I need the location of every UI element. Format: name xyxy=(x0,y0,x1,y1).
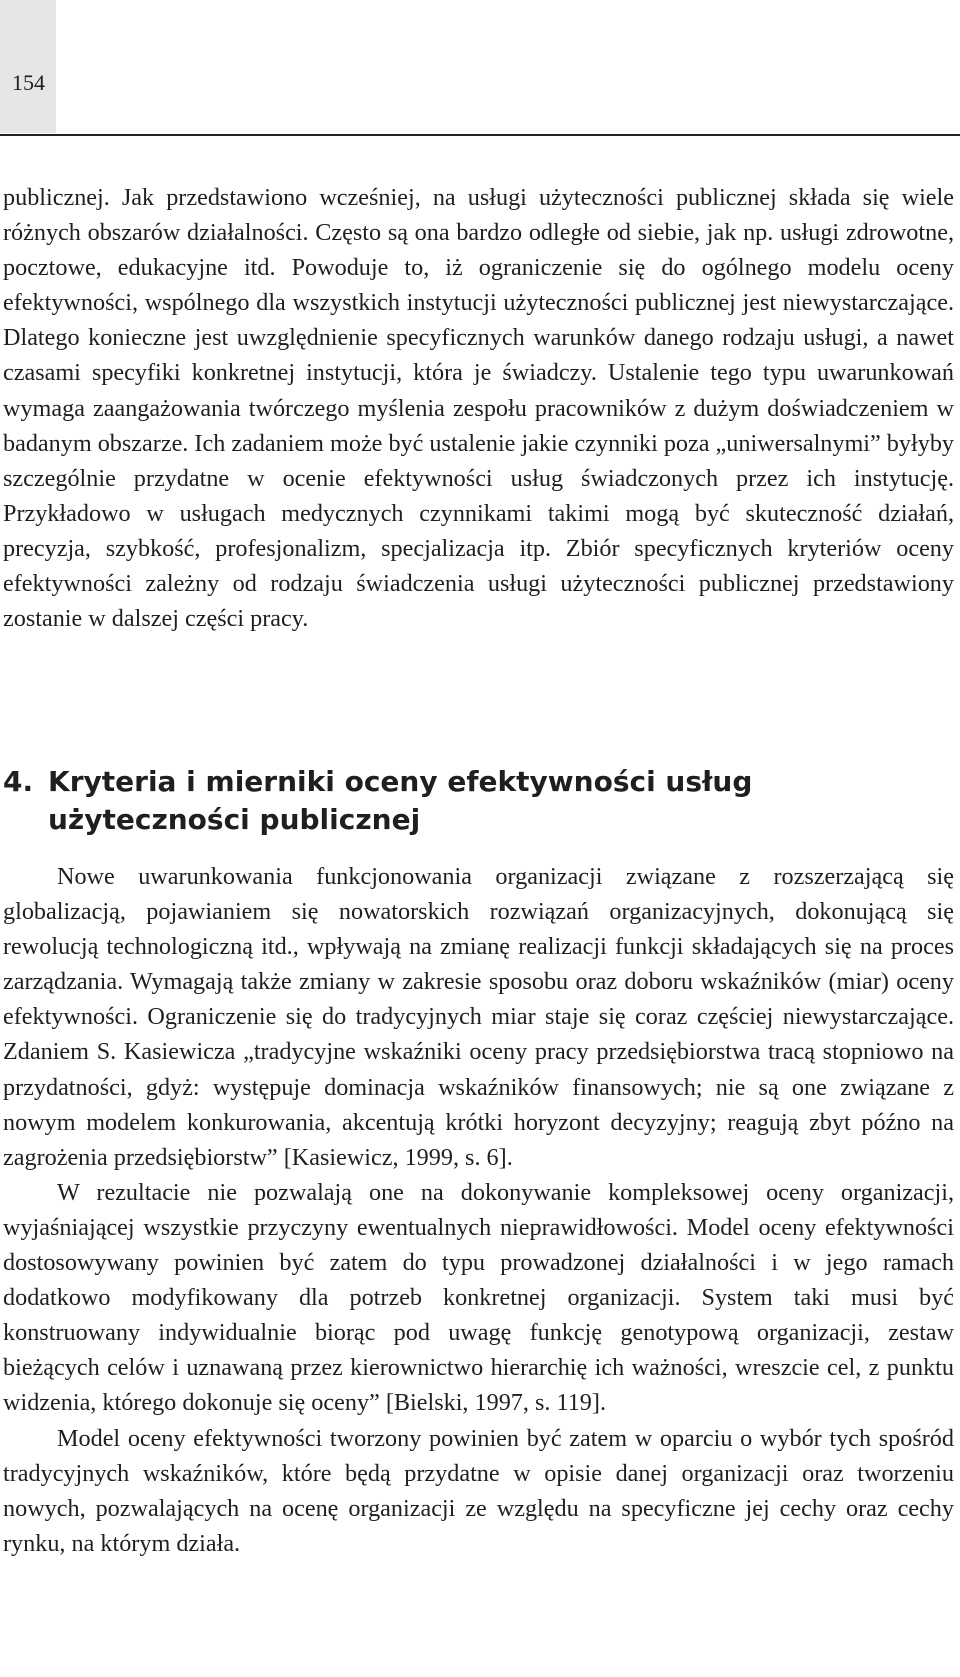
intro-paragraph: publicznej. Jak przedstawiono wcześniej, na usługi użyteczności publicznej składa się wiele różnych obszarów działalności. Często są ona bardzo odległe od siebie, jak np. usługi zdrowotne, pocztowe, edukacyjne itd. Powoduje to, iż ograniczenie się do ogólnego modelu oceny efektywności, wspólnego dla wszystkich instytucji użyteczności publicznej jest niewystarczające. Dlatego konieczne jest uwzględnienie specyficznych warunków danego rodzaju usługi, a nawet czasami specyfiki konkretnej instytucji, która je świadczy. Ustalenie tego typu uwarunkowań wymaga zaangażowania twórczego myślenia zespołu pracowników z dużym doświadczeniem w badanym obszarze. Ich zadaniem może być ustalenie jakie czynniki poza „uniwersalnymi” byłyby szczególnie przydatne w ocenie efektywności usług świadczonych przez ich instytucję. Przykładowo w usługach medycznych czynnikami takimi mogą być skuteczność działań, precyzja, szybkość, profesjonalizm, specjalizacja itp. Zbiór specyficznych kryteriów oceny efektywności zależny od rodzaju świadczenia usługi użyteczności publicznej przedstawiony zostanie w dalszej części pracy. xyxy=(3,184,955,633)
body-paragraph: Model oceny efektywności tworzony powinien być zatem w oparciu o wybór tych spośród tradycyjnych wskaźników, które będą przydatne w opisie danej organizacji oraz tworzeniu nowych, pozwalających na ocenę organizacji ze względu na specyficzne jej cechy oraz cechy rynku, na którym działa. xyxy=(3,1424,954,1557)
header-rule xyxy=(0,134,960,136)
section-title-line2: użyteczności publicznej xyxy=(48,803,421,836)
section-heading xyxy=(3,763,943,839)
body-paragraph: W rezultacie nie pozwalają one na dokonywanie kompleksowej oceny organizacji, wyjaśniającej wszystkie przyczyny ewentualnych nieprawidłowości. Model oceny efektywności dostosowywany powinien być zatem do typu prowadzonej działalności i w jego ramach dodatkowo modyfikowany dla potrzeb konkretnej organizacji. System taki musi być konstruowany indywidualnie biorąc pod uwagę funkcję genotypową organizacji, zestaw bieżących celów i uznawaną przez kierownictwo hierarchię ich ważności, wreszcie cel, z punktu widzenia, którego dokonuje się oceny” [Bielski, 1997, s. 119]. xyxy=(3,1178,954,1417)
intro-text-block xyxy=(3,180,954,636)
section-title-line1: Kryteria i mierniki oceny efektywności usług xyxy=(48,765,753,798)
page-number-tab xyxy=(0,0,56,133)
page-number: 154 xyxy=(12,70,45,95)
section-number: 4. xyxy=(3,765,34,798)
body-paragraph: Nowe uwarunkowania funkcjonowania organizacji związane z rozszerzającą się globalizacją, pojawianiem się nowatorskich rozwiązań organizacyjnych, dokonującą się rewolucją technologiczną itd., wpływają na zmianę realizacji funkcji składających się na proces zarządzania. Wymagają także zmiany w zakresie sposobu oraz doboru wskaźników (miar) oceny efektywności. Ograniczenie się do tradycyjnych miar staje się coraz częściej niewystarczające. Zdaniem S. Kasiewicza „tradycyjne wskaźniki oceny pracy przedsiębiorstwa tracą stopniowo na przydatności, gdyż: występuje dominacja wskaźników finansowych; nie są one związane z nowym modelem konkurowania, akcentują krótki horyzont decyzyjny; reagują zbyt późno na zagrożenia przedsiębiorstw” [Kasiewicz, 1999, s. 6]. xyxy=(3,863,954,1171)
section-body xyxy=(3,859,954,1561)
